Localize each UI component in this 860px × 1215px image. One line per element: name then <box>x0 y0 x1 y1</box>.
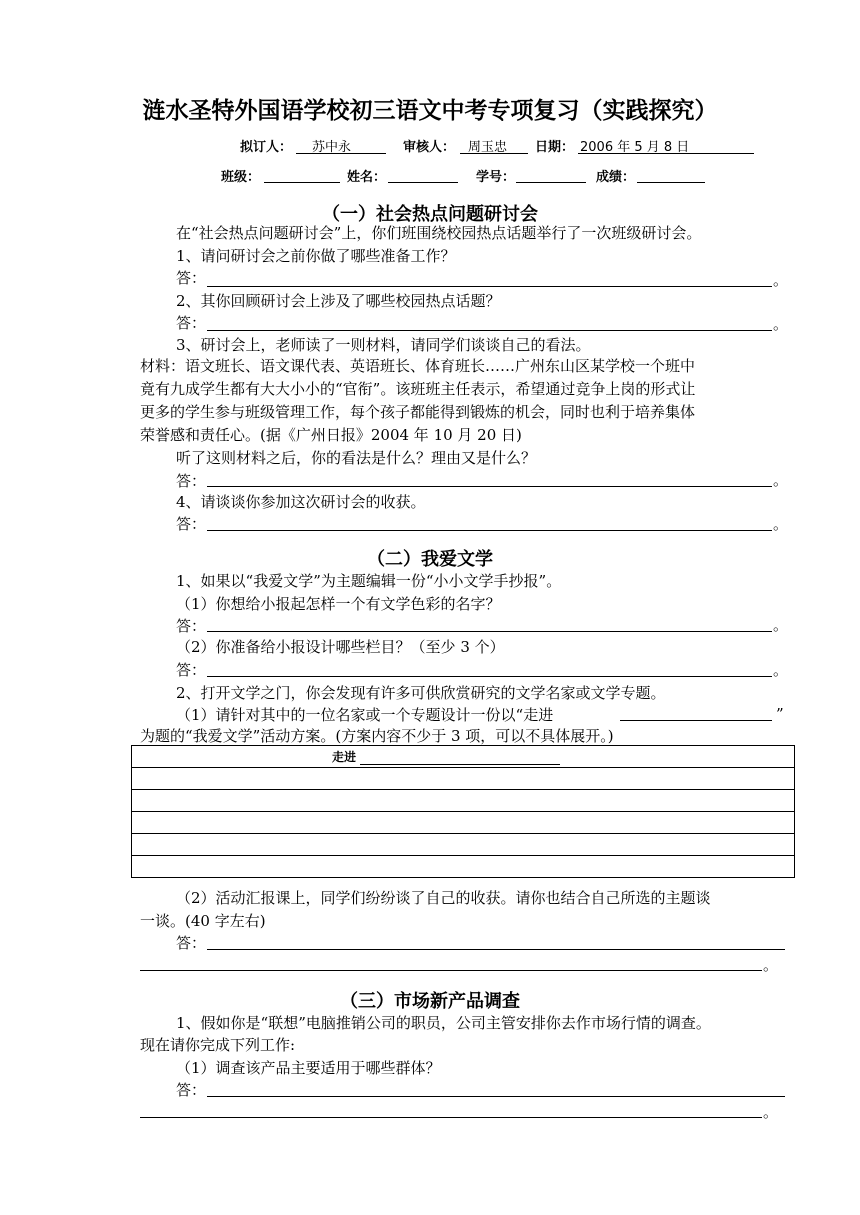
class-label: 班级： <box>221 170 261 185</box>
table-row[interactable] <box>132 834 795 856</box>
s2-q2b-line-1: （2）活动汇报课上，同学们纷纷谈了自己的收获。请你也结合自己所选的主题谈 <box>176 889 711 907</box>
answer-line[interactable] <box>140 1117 762 1118</box>
period: 。 <box>773 616 789 634</box>
score-label: 成绩： <box>596 170 636 185</box>
s2-q1b: （2）你准备给小报设计哪些栏目？（至少 3 个） <box>176 638 505 656</box>
table-row[interactable] <box>132 768 795 790</box>
period: 。 <box>763 956 779 974</box>
answer-line[interactable] <box>207 1096 785 1097</box>
drafter-underline <box>296 153 386 154</box>
answer-label: 答： <box>176 1081 207 1099</box>
s1-q1: 1、请问研讨会之前你做了哪些准备工作？ <box>176 247 456 265</box>
s2-q2: 2、打开文学之门，你会发现有许多可供欣赏研究的文学名家或文学专题。 <box>176 684 666 702</box>
activity-plan-table <box>131 745 795 878</box>
answer-line[interactable] <box>140 970 762 971</box>
answer-line[interactable] <box>207 330 772 331</box>
date-label: 日期： <box>535 140 575 155</box>
period: 。 <box>773 271 789 289</box>
date-value: 2006 年 5 月 8 日 <box>580 140 690 155</box>
theme-blank[interactable] <box>620 720 772 721</box>
answer-label: 答： <box>176 269 207 287</box>
s1-material-line-1: 材料：语文班长、语文课代表、英语班长、体育班长……广州东山区某学校一个班中 <box>140 357 696 375</box>
period: 。 <box>773 661 789 679</box>
table-row[interactable] <box>132 746 795 768</box>
answer-line[interactable] <box>207 486 772 487</box>
answer-label: 答： <box>176 617 207 635</box>
s1-q3-followup: 听了这则材料之后，你的看法是什么？理由又是什么？ <box>176 449 537 467</box>
s1-q3: 3、研讨会上，老师读了一则材料，请同学们谈谈自己的看法。 <box>176 336 591 354</box>
s2-q1: 1、如果以“我爱文学”为主题编辑一份“小小文学手抄报”。 <box>176 572 562 590</box>
answer-label: 答： <box>176 314 207 332</box>
s3-q1-line-2: 现在请你完成下列工作: <box>140 1036 296 1054</box>
s1-q2: 2、其你回顾研讨会上涉及了哪些校园热点话题？ <box>176 292 501 310</box>
s3-q1-line-1: 1、假如你是“联想”电脑推销公司的职员，公司主管安排你去作市场行情的调查。 <box>176 1014 711 1032</box>
s2-q2a-line-2: 为题的“我爱文学”活动方案。(方案内容不少于 3 项，可以不具体展开。) <box>140 727 614 745</box>
s3-q1a: （1）调查该产品主要适用于哪些群体？ <box>176 1059 441 1077</box>
reviewer-value: 周玉忠 <box>468 140 508 155</box>
score-field[interactable] <box>637 182 705 183</box>
s1-intro: 在“社会热点问题研讨会”上，你们班围绕校园热点话题举行了一次班级研讨会。 <box>176 224 702 242</box>
closing-quote: ” <box>776 705 784 723</box>
drafter-label: 拟订人： <box>240 140 293 155</box>
reviewer-underline <box>460 153 528 154</box>
answer-label: 答： <box>176 661 207 679</box>
section-3-heading: （三）市场新产品调查 <box>340 991 520 1012</box>
answer-label: 答： <box>176 472 207 490</box>
name-label: 姓名： <box>347 170 387 185</box>
class-field[interactable] <box>264 182 340 183</box>
answer-line[interactable] <box>207 530 772 531</box>
s1-material-line-4: 荣誉感和责任心。(据《广州日报》2004 年 10 月 20 日) <box>140 426 522 444</box>
table-header-blank[interactable] <box>360 764 560 765</box>
answer-label: 答： <box>176 515 207 533</box>
table-row[interactable] <box>132 856 795 878</box>
period: 。 <box>773 515 789 533</box>
period: 。 <box>773 315 789 333</box>
s2-q2b-line-2: 一谈。(40 字左右) <box>140 912 266 930</box>
table-row[interactable] <box>132 790 795 812</box>
answer-line[interactable] <box>207 949 785 950</box>
drafter-value: 苏中永 <box>312 140 352 155</box>
s2-q1a: （1）你想给小报起怎样一个有文学色彩的名字？ <box>176 595 501 613</box>
page-title: 涟水圣特外国语学校初三语文中考专项复习（实践探究） <box>142 98 718 124</box>
s1-material-line-2: 竟有九成学生都有大大小小的“官衔”。该班班主任表示，希望通过竞争上岗的形式让 <box>140 380 696 398</box>
answer-line[interactable] <box>207 676 772 677</box>
period: 。 <box>763 1103 779 1121</box>
section-1-heading: （一）社会热点问题研讨会 <box>322 204 538 225</box>
name-field[interactable] <box>388 182 458 183</box>
s1-q4: 4、请谈谈你参加这次研讨会的收获。 <box>176 493 426 511</box>
answer-line[interactable] <box>207 286 772 287</box>
s1-material-line-3: 更多的学生参与班级管理工作，每个孩子都能得到锻炼的机会，同时也利于培养集体 <box>140 403 696 421</box>
answer-line[interactable] <box>207 631 772 632</box>
table-row[interactable] <box>132 812 795 834</box>
student-id-label: 学号： <box>476 170 516 185</box>
section-2-heading: （二）我爱文学 <box>367 549 493 570</box>
reviewer-label: 审核人： <box>403 140 456 155</box>
table-header-label: 走进 <box>332 750 357 764</box>
date-underline <box>578 153 754 154</box>
answer-label: 答： <box>176 934 207 952</box>
s2-q2a-line-1: （1）请针对其中的一位名家或一个专题设计一份以“走进 <box>176 706 554 724</box>
period: 。 <box>773 471 789 489</box>
student-id-field[interactable] <box>516 182 586 183</box>
